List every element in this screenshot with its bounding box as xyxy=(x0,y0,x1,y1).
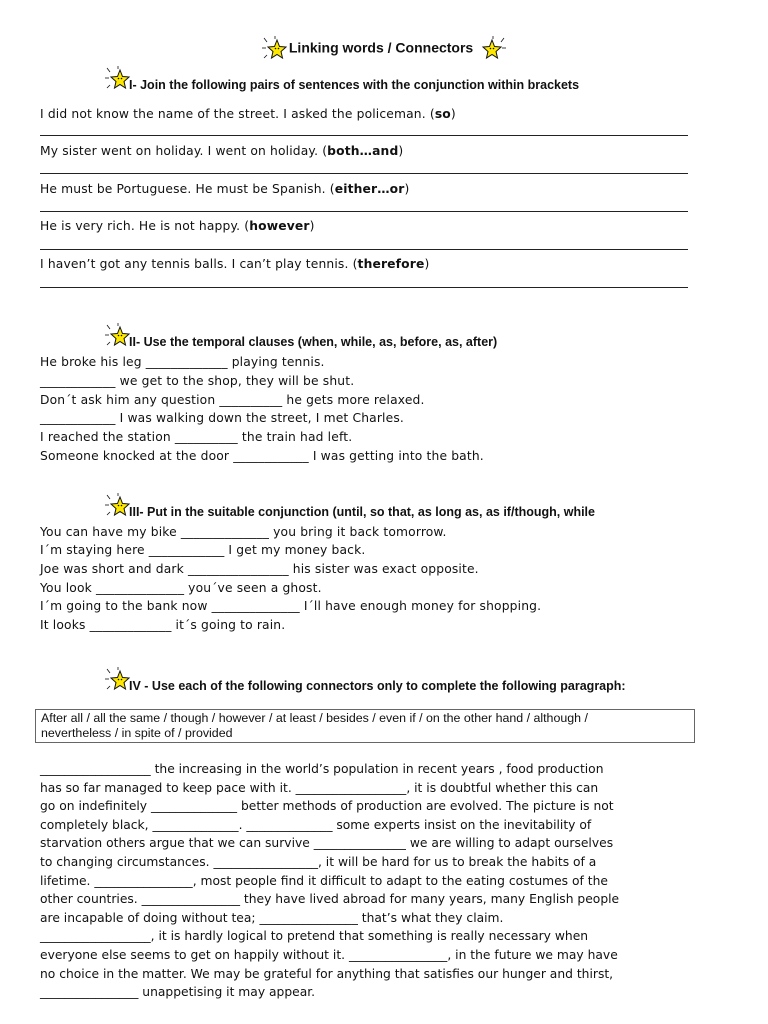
exercise-3-line: You look ______________ you´ve seen a ghost. xyxy=(40,581,322,595)
title-row xyxy=(0,36,768,62)
section-3-heading: III- Put in the suitable conjunction (until, so that, as long as, as if/though, while xyxy=(104,493,595,519)
exercise-3-line: I´m going to the bank now ______________ I´ll have enough money for shopping. xyxy=(40,599,542,613)
star-icon xyxy=(104,323,132,349)
star-icon xyxy=(104,667,132,693)
exercise-1-item: He must be Portuguese. He must be Spanish. (either…or) xyxy=(40,182,410,196)
star-icon xyxy=(479,36,507,62)
exercise-3-line: It looks _____________ it´s going to rain. xyxy=(40,618,286,632)
answer-line[interactable] xyxy=(40,173,688,174)
paragraph-line: lifetime. ________________, most people find it difficult to adapt to the eating costumes of the xyxy=(40,873,608,888)
star-icon xyxy=(104,493,132,519)
connectors-list-line: nevertheless / in spite of / provided xyxy=(41,726,233,740)
section-1-heading: I- Join the following pairs of sentences with the conjunction within brackets xyxy=(104,66,579,92)
exercise-3-line: I´m staying here ____________ I get my money back. xyxy=(40,543,366,557)
answer-line[interactable] xyxy=(40,211,688,212)
exercise-1-item: My sister went on holiday. I went on holiday. (both…and) xyxy=(40,144,404,158)
section-4-heading: IV - Use each of the following connectors only to complete the following paragraph: xyxy=(104,667,626,693)
exercise-2-line: ____________ we get to the shop, they will be shut. xyxy=(40,374,355,388)
paragraph-line: other countries. ________________ they have lived abroad for many years, many English people xyxy=(40,892,620,907)
exercise-3-line: Joe was short and dark ________________ his sister was exact opposite. xyxy=(40,562,479,576)
exercise-2-line: I reached the station __________ the train had left. xyxy=(40,430,353,444)
connectors-list-line: After all / all the same / though / however / at least / besides / even if / on the other hand / although / xyxy=(41,711,588,725)
paragraph-line: are incapable of doing without tea; ________________ that’s what they claim. xyxy=(40,910,504,925)
paragraph-line: go on indefinitely ______________ better methods of production are evolved. The picture is not xyxy=(40,799,614,814)
conjunction-hint: therefore xyxy=(357,257,425,271)
conjunction-hint: both…and xyxy=(327,144,399,158)
exercise-4-paragraph xyxy=(40,760,730,1002)
answer-line[interactable] xyxy=(40,135,688,136)
paragraph-line: everyone else seems to get on happily without it. ________________, in the future we may have xyxy=(40,947,618,962)
conjunction-hint: either…or xyxy=(334,182,405,196)
paragraph-line: __________________ the increasing in the world’s population in recent years , food production xyxy=(40,762,604,776)
paragraph-line: starvation others argue that we can survive _______________ we are willing to adapt ourselves xyxy=(40,836,614,851)
exercise-2-line: Don´t ask him any question __________ he gets more relaxed. xyxy=(40,393,425,407)
exercise-1-item: He is very rich. He is not happy. (however) xyxy=(40,219,315,233)
paragraph-line: completely black, ______________. ______________ some experts insist on the inevitability of xyxy=(40,817,592,832)
star-icon xyxy=(104,66,132,92)
exercise-1-item: I haven’t got any tennis balls. I can’t play tennis. (therefore) xyxy=(40,257,430,271)
exercise-2-line: Someone knocked at the door ____________ I was getting into the bath. xyxy=(40,449,484,463)
star-icon xyxy=(261,36,289,62)
paragraph-line: ________________ unappetising it may appear. xyxy=(40,985,316,1000)
conjunction-hint: so xyxy=(434,107,451,121)
exercise-2-line: ____________ I was walking down the street, I met Charles. xyxy=(40,411,404,425)
answer-line[interactable] xyxy=(40,249,688,250)
connectors-box xyxy=(35,709,695,743)
exercise-1-item: I did not know the name of the street. I asked the policeman. (so) xyxy=(40,107,456,121)
exercise-3-line: You can have my bike ______________ you bring it back tomorrow. xyxy=(40,525,447,539)
exercise-2-line: He broke his leg _____________ playing tennis. xyxy=(40,355,325,369)
paragraph-line: to changing circumstances. _________________, it will be hard for us to break the habits of a xyxy=(40,854,597,869)
section-2-heading: II- Use the temporal clauses (when, while, as, before, as, after) xyxy=(104,323,497,349)
paragraph-line: no choice in the matter. We may be grateful for anything that satisfies our hunger and thirst, xyxy=(40,966,614,981)
answer-line[interactable] xyxy=(40,287,688,288)
paragraph-line: has so far managed to keep pace with it. __________________, it is doubtful whether this can xyxy=(40,780,599,795)
page-title: Linking words / Connectors xyxy=(288,39,474,56)
conjunction-hint: however xyxy=(249,219,310,233)
paragraph-line: __________________, it is hardly logical to pretend that something is really necessary when xyxy=(40,929,589,944)
